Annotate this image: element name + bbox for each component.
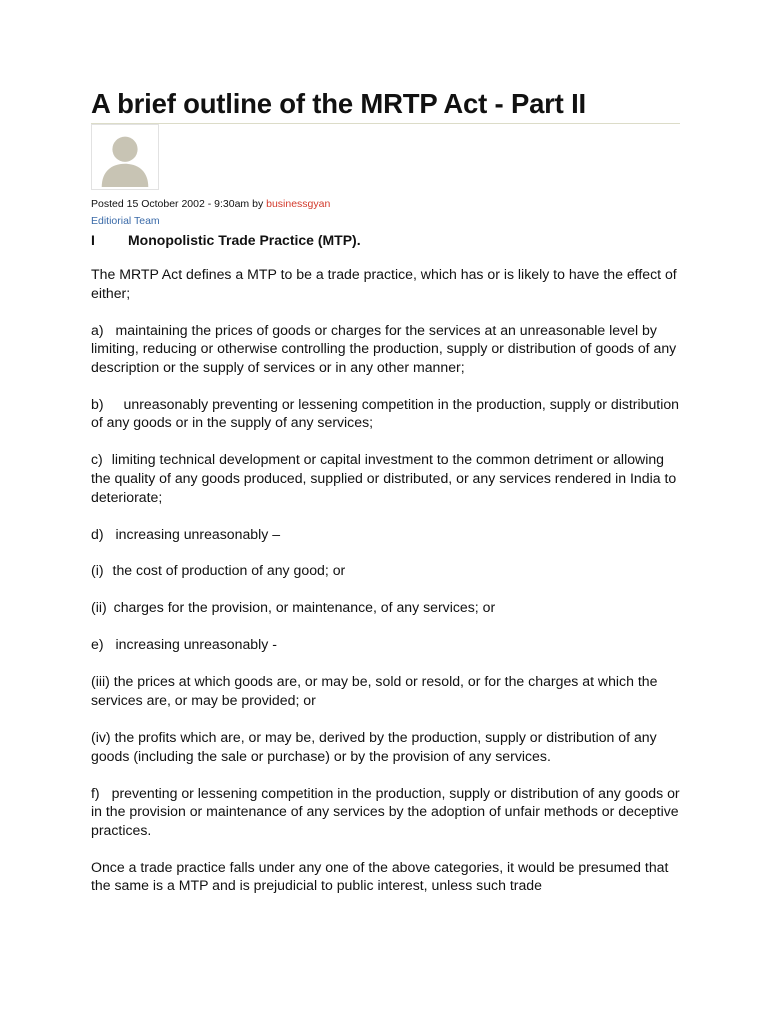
paragraph-text: increasing unreasonably – <box>115 525 281 542</box>
list-marker: (ii) <box>91 599 107 616</box>
section-heading <box>91 232 361 248</box>
avatar[interactable] <box>91 124 159 190</box>
list-marker: (iii) <box>91 673 110 690</box>
paragraph <box>91 450 681 506</box>
paragraph-text: increasing unreasonably - <box>115 636 277 653</box>
paragraph <box>91 672 681 709</box>
posted-date: Posted 15 October 2002 - 9:30am by <box>91 198 267 210</box>
paragraph <box>91 598 681 617</box>
section-title: Monopolistic Trade Practice (MTP). <box>128 232 361 248</box>
paragraph-text: unreasonably preventing or lessening competition in the production, supply or distribution of any goods or in the supply of any services; <box>91 395 683 431</box>
paragraph-text: maintaining the prices of goods or charges for the services at an unreasonable level by limiting, reducing or otherwise controlling the production, supply or distribution of goods of any description or the supply of services or in any other manner; <box>91 321 681 375</box>
paragraph <box>91 321 681 377</box>
paragraph-text: the prices at which goods are, or may be, sold or resold, or for the charges at which the services are, or may be provided; or <box>91 673 662 709</box>
paragraph <box>91 525 681 544</box>
section-number: I <box>91 232 95 248</box>
paragraph-text: charges for the provision, or maintenance, of any services; or <box>113 599 496 616</box>
paragraph <box>91 728 681 765</box>
list-marker: e) <box>91 636 104 653</box>
paragraph <box>91 561 681 580</box>
list-marker: c) <box>91 451 103 468</box>
paragraph-text: preventing or lessening competition in the production, supply or distribution of any goods or in the provision or maintenance of any services by the adoption of unfair methods or deceptive practices. <box>91 784 684 838</box>
paragraph <box>91 265 681 302</box>
paragraph <box>91 635 681 654</box>
page-title: A brief outline of the MRTP Act - Part II <box>91 88 586 119</box>
paragraph-text: limiting technical development or capital investment to the common detriment or allowing the quality of any goods produced, supplied or distributed, or any services rendered in India to deteriorate; <box>91 451 681 505</box>
list-marker: d) <box>91 525 104 542</box>
list-marker: (i) <box>91 562 104 579</box>
team-link[interactable]: Editiorial Team <box>91 215 160 227</box>
paragraph-text: the profits which are, or may be, derived by the production, supply or distribution of any goods (including the sale or purchase) or by the provision of any services. <box>91 729 661 764</box>
list-marker: f) <box>91 784 100 801</box>
paragraph <box>91 784 684 840</box>
post-meta <box>91 198 330 211</box>
default-user-icon <box>92 125 158 189</box>
paragraph <box>91 858 681 895</box>
article-body <box>91 265 684 913</box>
title-divider <box>91 123 680 124</box>
author-link[interactable]: businessgyan <box>266 198 331 210</box>
paragraph <box>91 395 681 432</box>
paragraph-text: Once a trade practice falls under any one of the above categories, it would be presumed that the same is a MTP and is prejudicial to public interest, unless such trade <box>91 858 673 894</box>
list-marker: (iv) <box>91 729 111 746</box>
list-marker: b) <box>91 395 104 412</box>
list-marker: a) <box>91 321 104 338</box>
paragraph-text: The MRTP Act defines a MTP to be a trade practice, which has or is likely to have the effect of either; <box>91 266 681 301</box>
paragraph-text: the cost of production of any good; or <box>112 562 346 579</box>
